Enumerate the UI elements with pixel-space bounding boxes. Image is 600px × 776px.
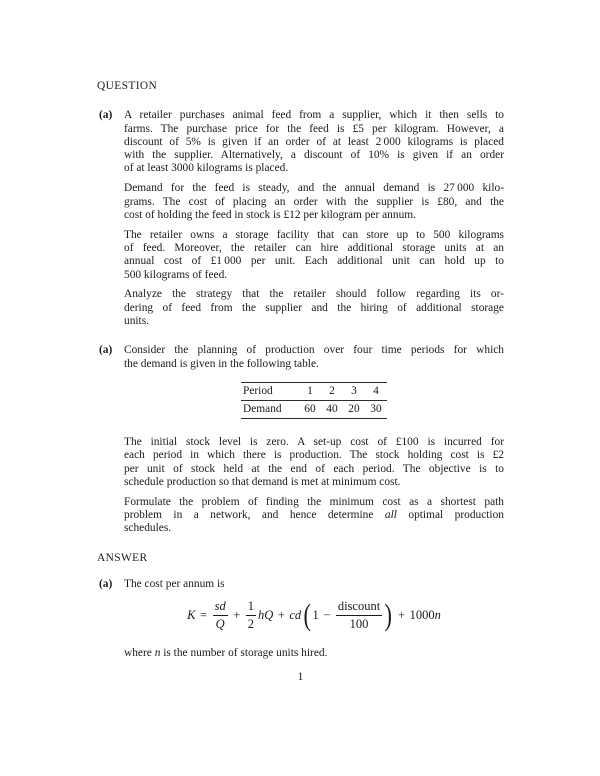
question-item-2 <box>97 344 504 535</box>
math-equals: = <box>200 608 208 623</box>
text-line: of feed. Moreover, the retailer can hire additional storage units at an <box>124 241 504 254</box>
table-cell: 2 <box>321 383 343 401</box>
text-block <box>97 80 504 661</box>
table-cell-period-label: Period <box>241 383 299 401</box>
text-run: problem in a network, and hence determine <box>124 509 385 522</box>
table-cell: 4 <box>365 383 387 401</box>
text-line <box>124 647 504 660</box>
text-line: Consider the planning of production over four time periods for which <box>124 344 504 357</box>
paragraph <box>124 109 504 175</box>
text-run: is the number of storage units hired. <box>160 647 328 660</box>
math-minus: − <box>323 608 331 623</box>
text-line: dering of feed from the supplier and the hiring of additional storage <box>124 301 504 314</box>
text-line <box>124 509 504 522</box>
text-line: each period in which there is production. The stock holding cost is £2 <box>124 449 504 462</box>
text-run: where <box>124 647 155 660</box>
text-line: schedules. <box>124 522 172 535</box>
table-cell: 60 <box>299 401 321 419</box>
math-plus: + <box>233 608 241 623</box>
text-line: The initial stock level is zero. A set-up cost of £100 is incurred for <box>124 436 504 449</box>
table-cell: 20 <box>343 401 365 419</box>
text-line: of at least 3000 kilograms is placed. <box>124 162 289 175</box>
paragraph <box>124 288 504 328</box>
text-line: The cost per annum is <box>124 578 225 590</box>
demand-table <box>241 382 387 419</box>
text-line: The retailer owns a storage facility that can store up to 500 kilograms <box>124 228 504 241</box>
math-var-hQ: hQ <box>258 608 274 623</box>
question-heading: QUESTION <box>97 80 158 92</box>
item-body <box>124 109 504 328</box>
math-fraction-one-half <box>246 599 256 632</box>
text-line: units. <box>124 314 150 327</box>
math-var-cd: cd <box>289 608 302 623</box>
math-fraction-sd-over-Q <box>213 599 228 632</box>
math-var-n-inline: n <box>154 647 161 660</box>
text-line: 500 kilograms of feed. <box>124 268 228 281</box>
math-denominator: Q <box>215 617 225 632</box>
math-number-1000: 1000 <box>409 608 435 623</box>
text-line: schedule production so that demand is met at minimum cost. <box>124 476 401 489</box>
item-body <box>124 344 504 535</box>
math-var-n: n <box>434 608 441 623</box>
paragraph <box>124 436 504 489</box>
text-line: the demand is given in the following table. <box>124 357 319 370</box>
math-numerator: 1 <box>246 599 256 616</box>
table-cell: 3 <box>343 383 365 401</box>
math-fraction-discount-over-100 <box>336 599 382 632</box>
math-close-paren: ) <box>384 596 393 632</box>
math-number-one: 1 <box>312 608 319 623</box>
text-line: Formulate the problem of finding the minimum cost as a shortest path <box>124 495 504 508</box>
item-label: (a) <box>99 109 113 122</box>
text-line: annual cost of £1 000 per unit. Each additional unit can hold up to <box>124 255 504 268</box>
text-line: discount of 5% is given if an order of at least 2 000 kilograms is placed <box>124 135 504 148</box>
cost-formula <box>124 597 504 634</box>
text-run: optimal production <box>396 509 504 522</box>
text-line: Analyze the strategy that the retailer should follow regarding its or- <box>124 288 504 301</box>
text-line: per unit of stock held at the end of each period. The objective is to <box>124 462 504 475</box>
paragraph <box>124 182 504 222</box>
table-data-row <box>241 401 387 419</box>
text-run-italic: all <box>384 509 397 522</box>
math-open-paren: ( <box>303 596 312 632</box>
table-cell-demand-label: Demand <box>241 401 299 419</box>
paragraph <box>124 229 504 282</box>
text-line: with the supplier. Alternatively, a discount of 10% is given if an order <box>124 149 504 162</box>
text-line: farms. The purchase price for the feed is £5 per kilogram. However, a <box>124 122 504 135</box>
item-label: (a) <box>99 344 113 357</box>
question-item-1 <box>97 109 504 328</box>
text-line: cost of holding the feed in stock is £12 per kilogram per annum. <box>124 208 416 221</box>
item-label: (a) <box>99 578 113 590</box>
math-denominator: 2 <box>247 617 255 632</box>
table-cell: 1 <box>299 383 321 401</box>
math-numerator: discount <box>336 599 382 616</box>
text-line: Demand for the feed is steady, and the annual demand is 27 000 kilo- <box>124 182 504 195</box>
answer-heading: ANSWER <box>97 551 148 564</box>
math-denominator: 100 <box>349 617 369 632</box>
text-line: A retailer purchases animal feed from a supplier, which it then sells to <box>124 109 504 122</box>
table-header-row <box>241 383 387 401</box>
table-cell: 30 <box>365 401 387 419</box>
paragraph <box>124 344 504 371</box>
math-plus: + <box>277 608 285 623</box>
answer-item <box>97 578 504 661</box>
table-cell: 40 <box>321 401 343 419</box>
math-var-K: K <box>187 608 196 623</box>
math-numerator: sd <box>213 599 228 616</box>
math-plus: + <box>398 608 406 623</box>
item-body <box>124 578 504 661</box>
paragraph <box>124 496 504 536</box>
text-line: grams. The cost of placing an order with the supplier is £80, and the <box>124 195 504 208</box>
page-number: 1 <box>297 671 304 683</box>
